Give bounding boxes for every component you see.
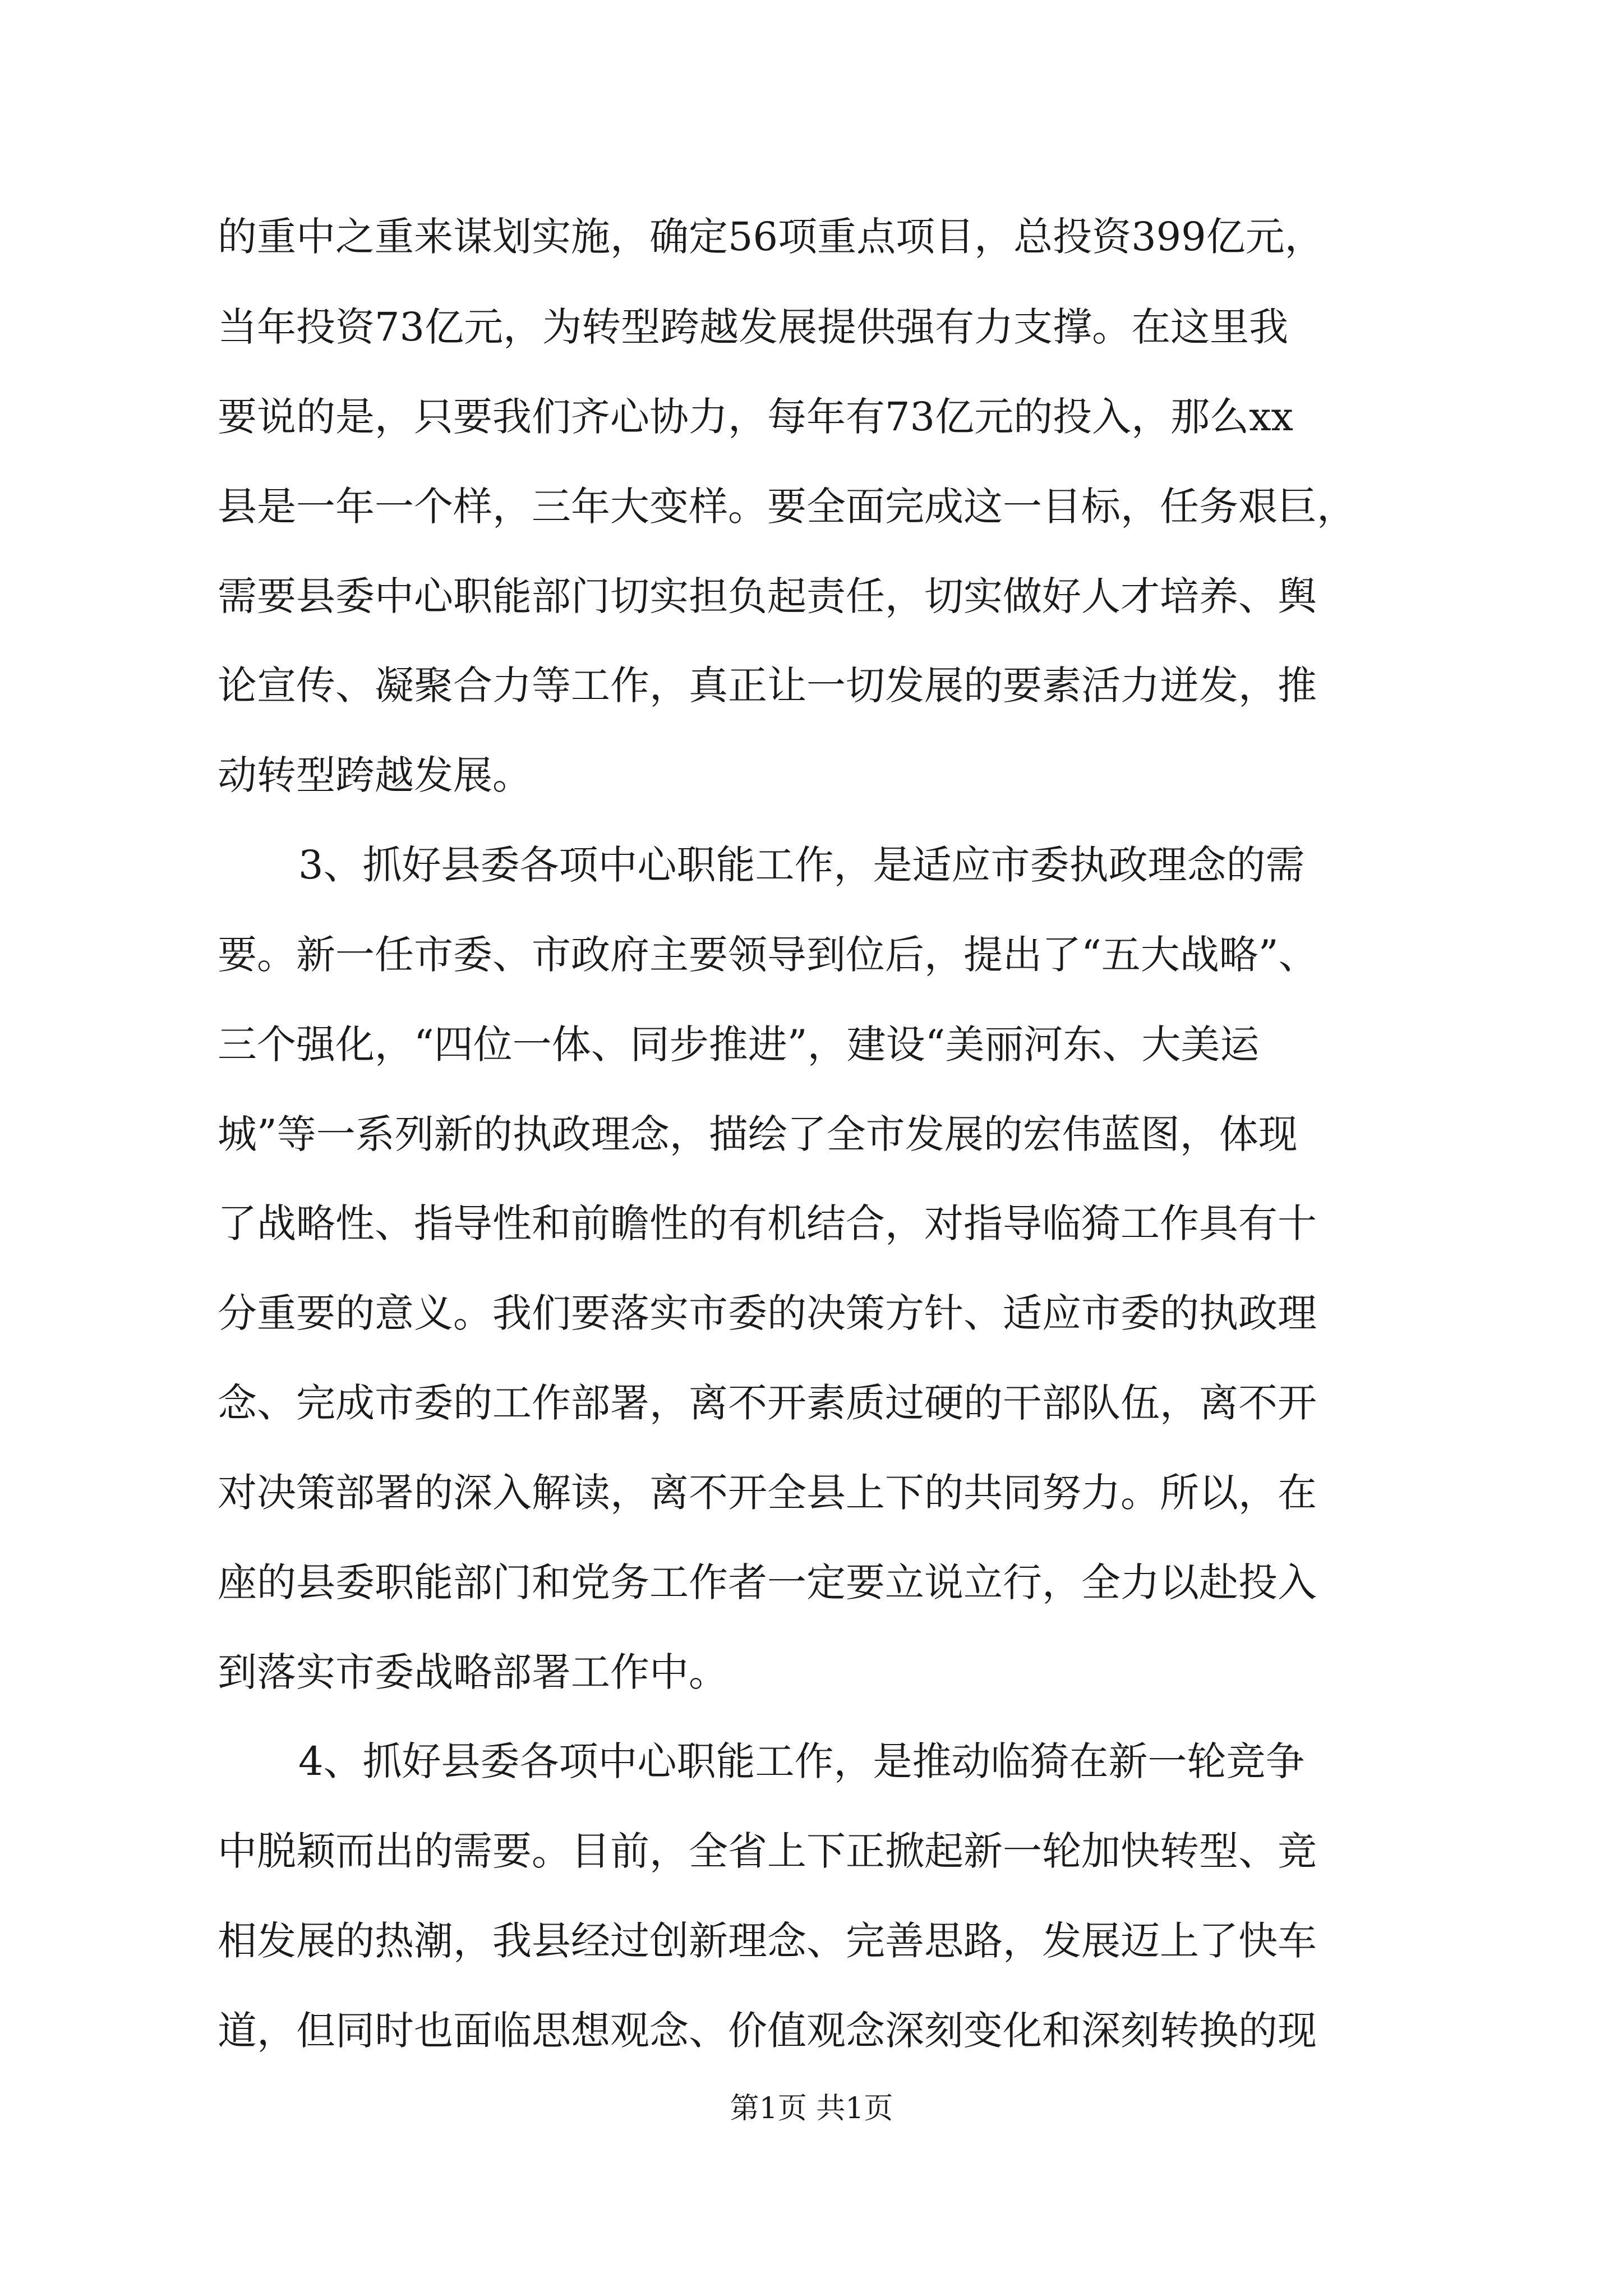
- paragraph-start-line: 3、抓好县委各项中心职能工作，是适应市委执政理念的需: [298, 842, 1305, 888]
- text-line: 动转型跨越发展。: [218, 752, 532, 798]
- paragraph-start-line: 4、抓好县委各项中心职能工作，是推动临猗在新一轮竞争: [298, 1738, 1305, 1784]
- text-line: 需要县委中心职能部门切实担负起责任，切实做好人才培养、舆: [218, 573, 1317, 619]
- text-line: 念、完成市委的工作部署，离不开素质过硬的干部队伍，离不开: [218, 1380, 1317, 1426]
- text-line: 论宣传、凝聚合力等工作，真正让一切发展的要素活力迸发，推: [218, 662, 1317, 708]
- text-line: 中脱颖而出的需要。目前，全省上下正掀起新一轮加快转型、竞: [218, 1828, 1317, 1874]
- text-line: 要说的是，只要我们齐心协力，每年有73亿元的投入，那么xx: [218, 394, 1294, 440]
- text-line: 县是一年一个样，三年大变样。要全面完成这一目标，任务艰巨，: [218, 484, 1356, 530]
- text-line: 分重要的意义。我们要落实市委的决策方针、适应市委的执政理: [218, 1290, 1317, 1336]
- text-line: 道，但同时也面临思想观念、价值观念深刻变化和深刻转换的现: [218, 2008, 1317, 2054]
- page-footer: 第1页 共1页: [730, 2092, 893, 2125]
- text-line: 的重中之重来谋划实施，确定56项重点项目，总投资399亿元，: [218, 214, 1324, 260]
- text-line: 座的县委职能部门和党务工作者一定要立说立行，全力以赴投入: [218, 1559, 1317, 1605]
- text-line: 到落实市委战略部署工作中。: [218, 1649, 728, 1695]
- text-line: 城”等一系列新的执政理念，描绘了全市发展的宏伟蓝图，体现: [218, 1111, 1298, 1157]
- text-line: 三个强化，“四位一体、同步推进”，建设“美丽河东、大美运: [218, 1022, 1260, 1068]
- text-line: 当年投资73亿元，为转型跨越发展提供强有力支撑。在这里我: [218, 304, 1289, 350]
- text-line: 了战略性、指导性和前瞻性的有机结合，对指导临猗工作具有十: [218, 1200, 1317, 1246]
- text-line: 对决策部署的深入解读，离不开全县上下的共同努力。所以，在: [218, 1470, 1317, 1516]
- text-line: 要。新一任市委、市政府主要领导到位后，提出了“五大战略”、: [218, 932, 1318, 978]
- text-line: 相发展的热潮，我县经过创新理念、完善思路，发展迈上了快车: [218, 1918, 1317, 1964]
